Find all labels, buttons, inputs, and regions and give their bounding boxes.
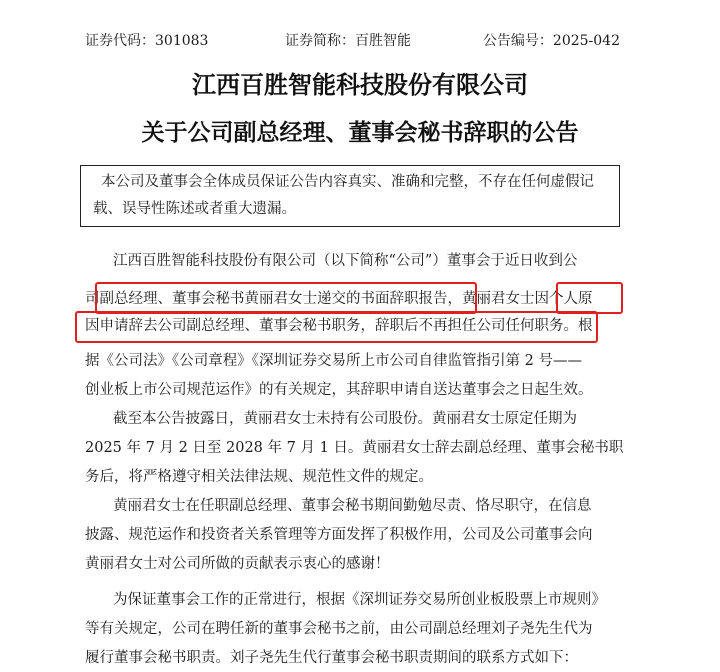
body-line: 截至本公告披露日，黄丽君女士未持有公司股份。黄丽君女士原定任期为 (113, 411, 577, 427)
body-line: 据《公司法》《公司章程》《深圳证券交易所上市公司自律监管指引第 2 号—— (85, 353, 582, 369)
notice-line: 本公司及董事会全体成员保证公告内容真实、准确和完整，不存在任何虚假记 (101, 174, 594, 190)
body-line: 黄丽君女士对公司所做的贡献表示衷心的感谢！ (85, 556, 390, 572)
body-line: 江西百胜智能科技股份有限公司（以下简称“公司”）董事会于近日收到公 (113, 253, 578, 269)
stock-abbreviation: 证券简称：百胜智能 (285, 33, 411, 49)
announcement-title: 关于公司副总经理、董事会秘书辞职的公告 (141, 120, 579, 146)
body-line: 2025 年 7 月 2 日至 2028 年 7 月 1 日。黄丽君女士辞去副总经理、董事会秘书职 (85, 440, 624, 456)
highlight-resign-positions (75, 311, 598, 343)
highlight-personal-reason (556, 282, 623, 314)
body-line: 等有关规定，公司在聘任新的董事会秘书之前，由公司副总经理刘子尧先生代为 (85, 621, 593, 637)
body-line: 司副总经理、董事会秘书黄丽君女士递交的书面辞职报告，黄丽君女士因个人原 (85, 291, 593, 307)
announcement-number: 公告编号：2025-042 (482, 33, 620, 49)
highlight-resignation-report (95, 282, 477, 314)
company-name: 江西百胜智能科技股份有限公司 (192, 71, 528, 99)
body-line: 务后，将严格遵守相关法律法规、规范性文件的规定。 (85, 469, 433, 485)
body-line: 披露、规范运作和投资者关系管理等方面发挥了积极作用，公司及公司董事会向 (85, 527, 593, 543)
document-header (85, 31, 620, 51)
stock-code: 证券代码：301083 (85, 33, 209, 49)
body-line: 履行董事会秘书职责。刘子尧先生代行董事会秘书职责期间的联系方式如下： (85, 650, 578, 666)
body-line: 黄丽君女士在任职副总经理、董事会秘书期间勤勉尽责、恪尽职守，在信息 (113, 498, 592, 514)
notice-line: 载、误导性陈述或者重大遗漏。 (93, 201, 296, 217)
body-line: 创业板上市公司规范运作》的有关规定，其辞职申请自送达董事会之日起生效。 (85, 382, 593, 398)
body-line: 为保证董事会工作的正常进行，根据《深圳证券交易所创业板股票上市规则》 (113, 592, 606, 608)
guarantee-notice-box (80, 165, 620, 227)
body-line: 因申请辞去公司副总经理、董事会秘书职务，辞职后不再担任公司任何职务。根 (85, 318, 593, 334)
